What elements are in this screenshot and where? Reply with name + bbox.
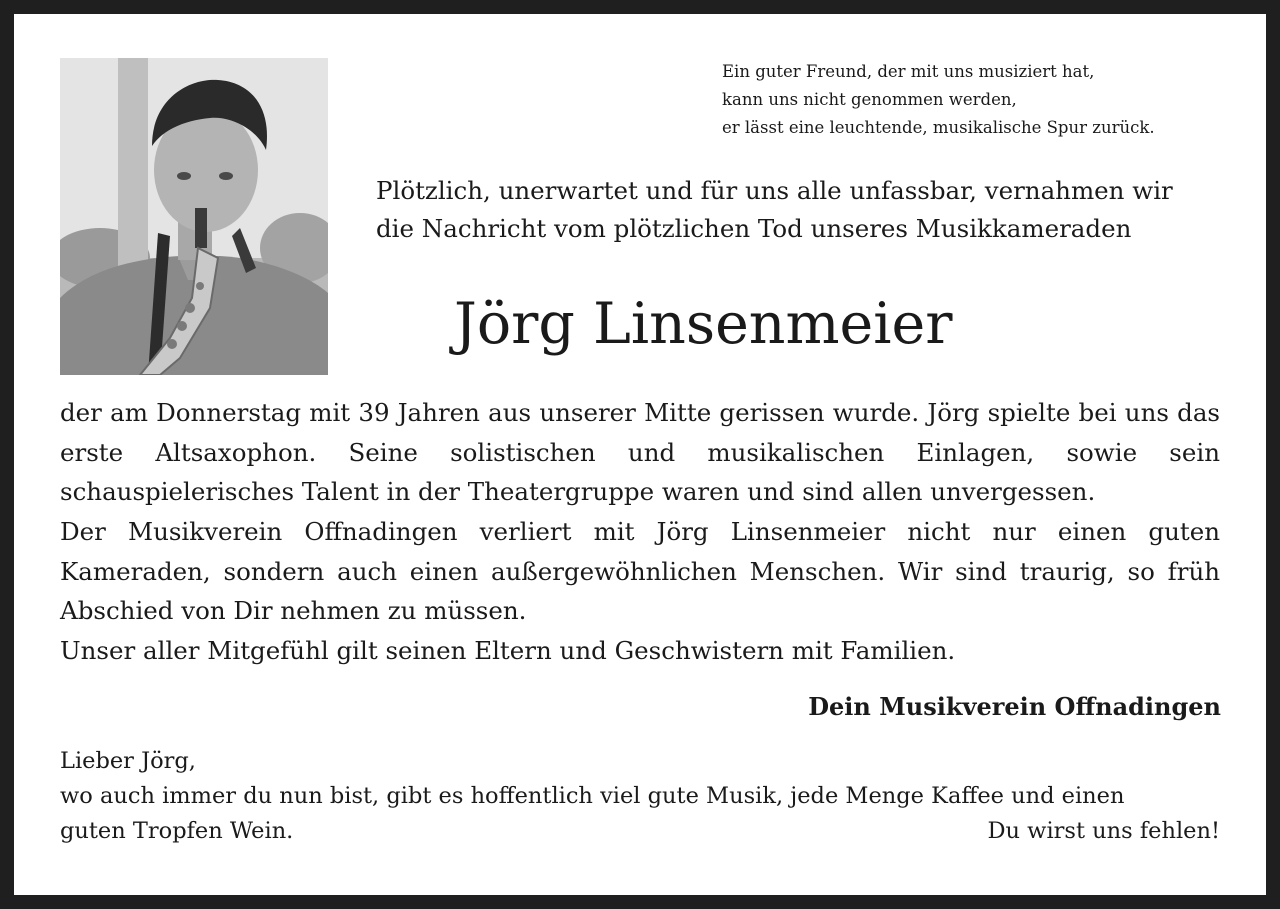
letter-closing-right: Du wirst uns fehlen! (987, 818, 1220, 844)
quote-line: Ein guter Freund, der mit uns musiziert hat, (722, 62, 1095, 81)
letter-closing-left: guten Tropfen Wein. (60, 818, 294, 844)
obituary-notice (14, 14, 1266, 895)
portrait-photo (60, 58, 328, 375)
body-paragraph: der am Donnerstag mit 39 Jahren aus unserer Mitte gerissen wurde. Jörg spielte bei uns das erste Altsaxophon. Seine solistischen und musikalischen Einlagen, sowie sein schauspielerisches Talent in der Theatergruppe waren und sind allen unvergessen. (60, 398, 1220, 506)
personal-letter (60, 744, 1220, 849)
intro-text (376, 172, 1224, 248)
letter-body: wo auch immer du nun bist, gibt es hoffentlich viel gute Musik, jede Menge Kaffee und einen (60, 783, 1125, 809)
memorial-quote (722, 58, 1242, 142)
saxophonist-portrait-image (60, 58, 328, 375)
letter-closing-row (60, 814, 1220, 849)
intro-line: die Nachricht vom plötzlichen Tod unseres Musikkameraden (376, 214, 1132, 243)
quote-line: kann uns nicht genommen werden, (722, 90, 1017, 109)
deceased-name: Jörg Linsenmeier (454, 291, 953, 357)
letter-greeting: Lieber Jörg, (60, 748, 196, 774)
body-paragraph: Unser aller Mitgefühl gilt seinen Eltern und Geschwistern mit Familien. (60, 636, 956, 665)
quote-line: er lässt eine leuchtende, musikalische Spur zurück. (722, 118, 1155, 137)
signature: Dein Musikverein Offnadingen (808, 692, 1221, 721)
intro-line: Plötzlich, unerwartet und für uns alle unfassbar, vernahmen wir (376, 176, 1173, 205)
body-paragraph: Der Musikverein Offnadingen verliert mit Jörg Linsenmeier nicht nur einen guten Kameraden, sondern auch einen außergewöhnlichen Menschen. Wir sind traurig, so früh Abschied von Dir nehmen zu müssen. (60, 517, 1220, 625)
